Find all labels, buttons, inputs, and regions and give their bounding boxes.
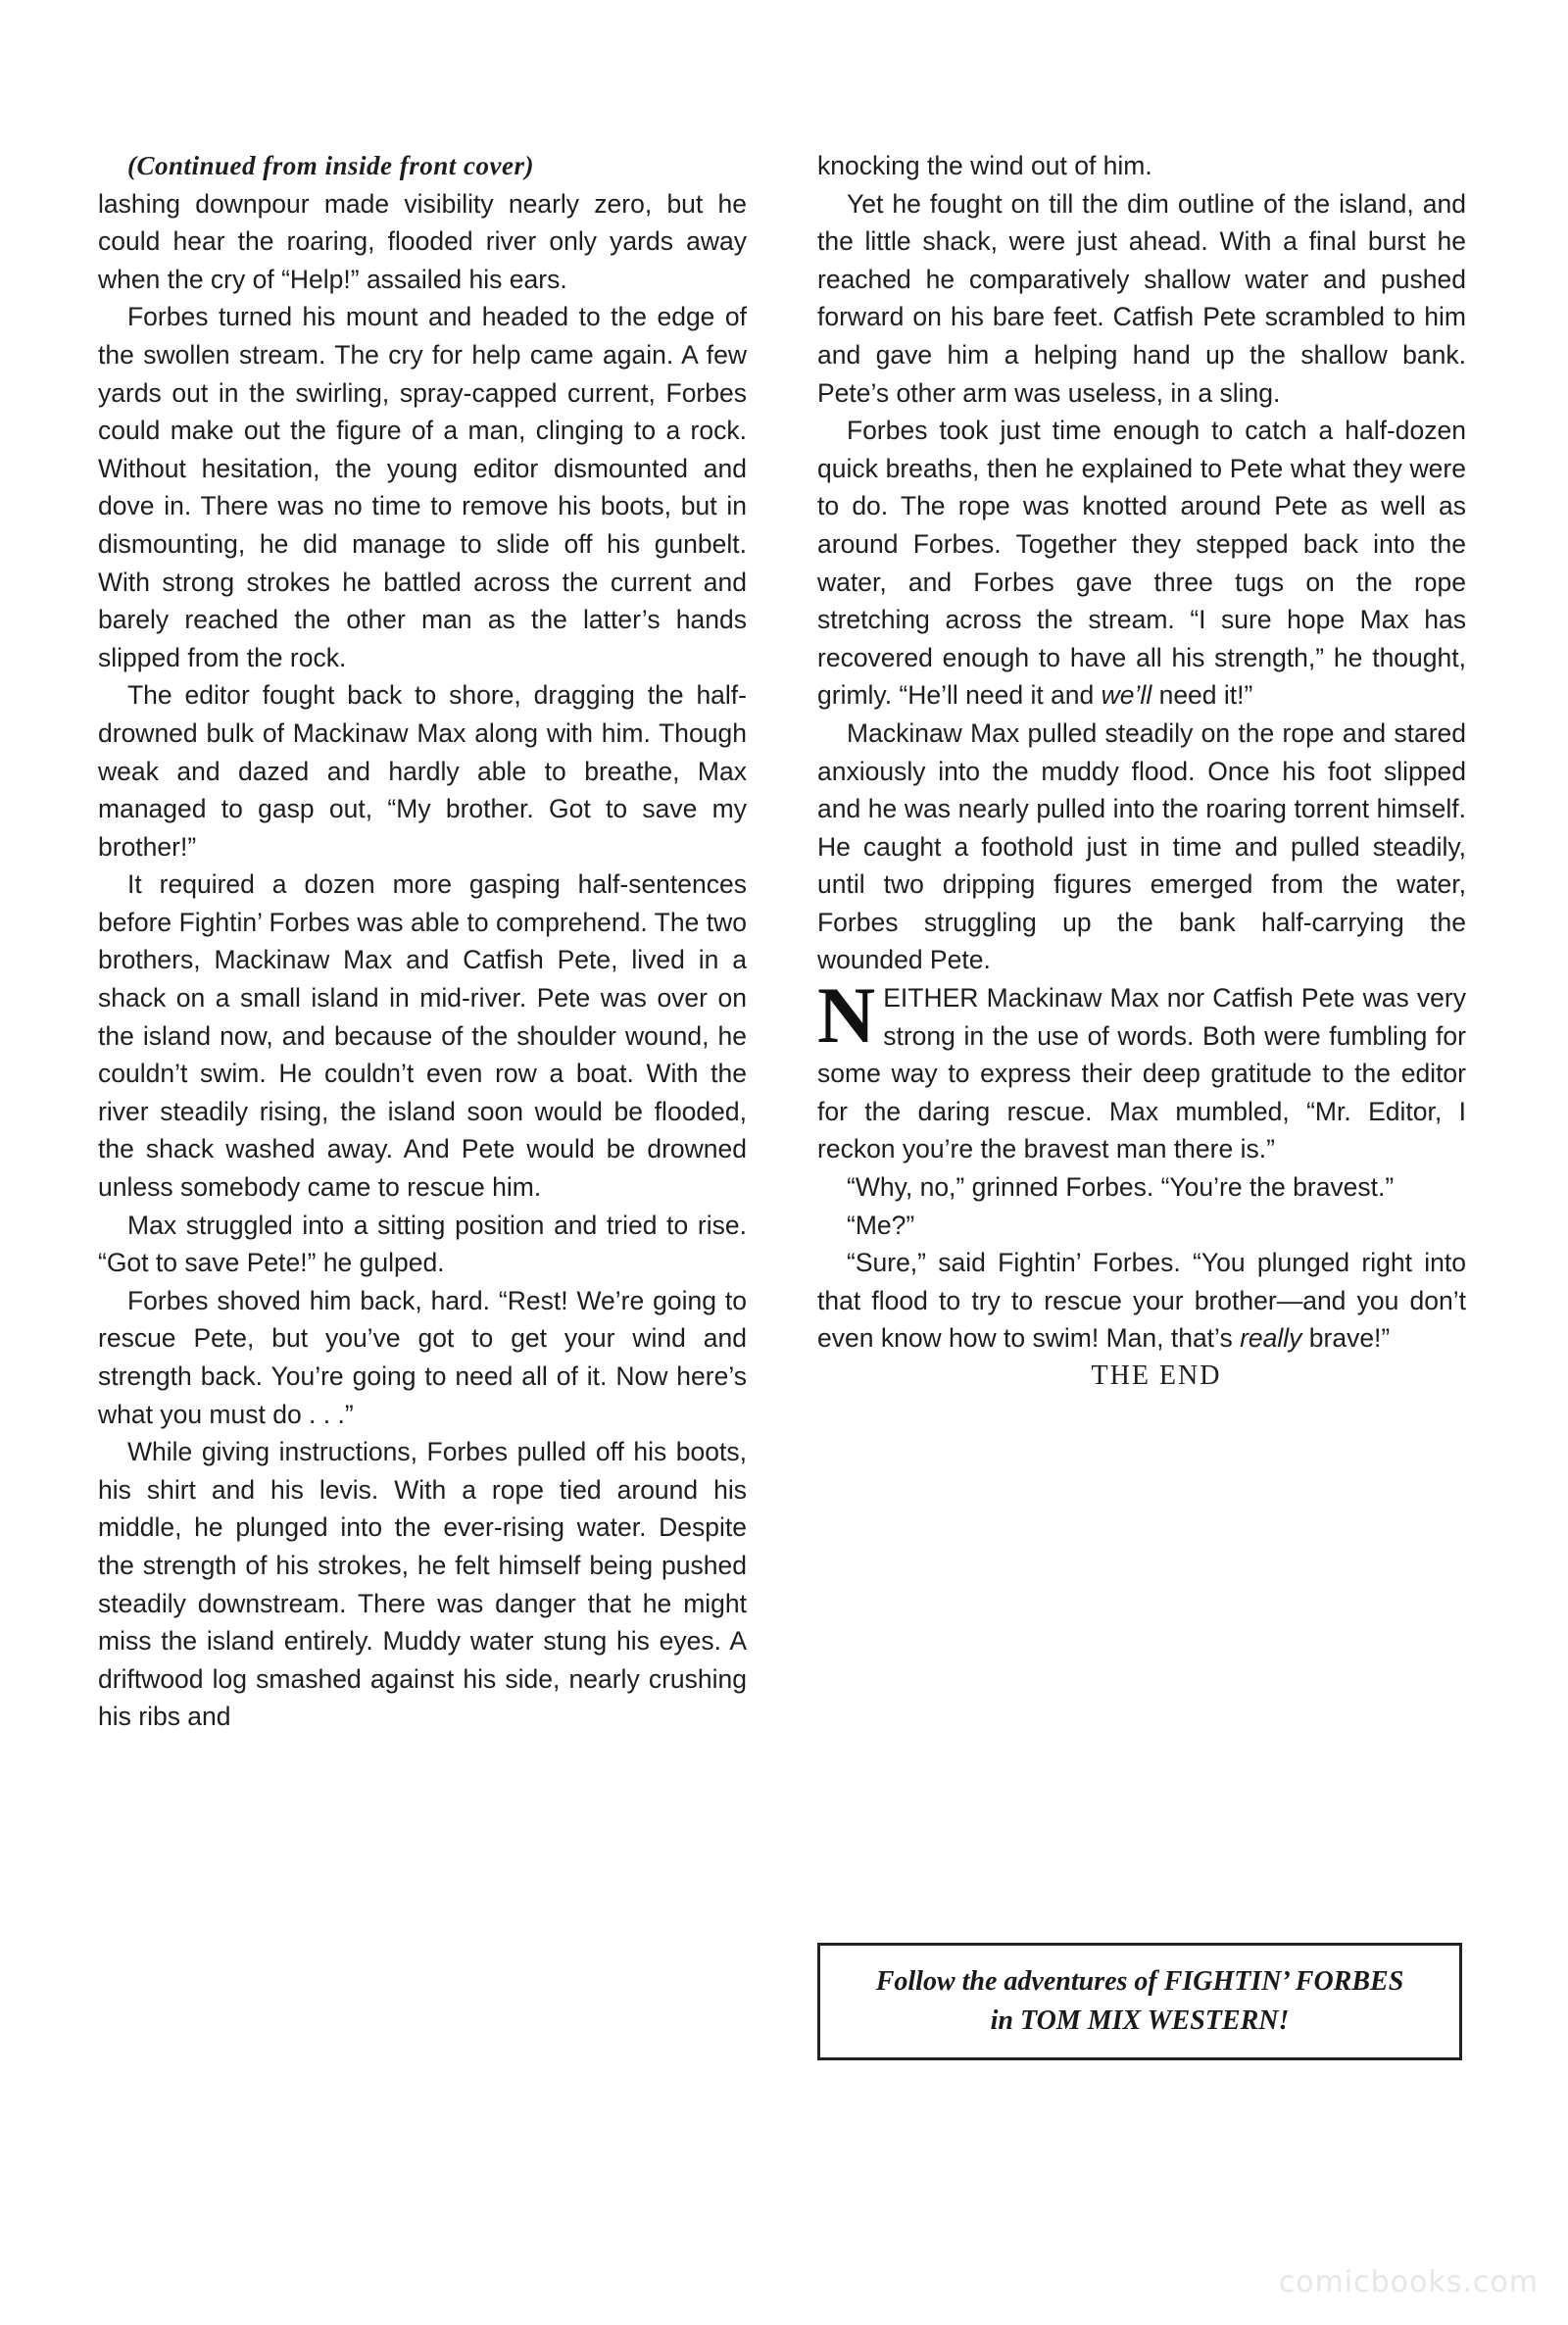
paragraph: Yet he fought on till the dim outline of the island, and the little shack, were just ahead. With a final burst he reached he comparatively shallow water and pushed forward on his bare feet. Catfish Pete scrambled to him and gave him a helping hand up the shallow bank. Pete’s other arm was useless, in a sling.	[817, 188, 1466, 408]
paragraph-text: “Sure,” said Fightin’ Forbes. “You plunged right into that flood to try to rescue your brother—and you don’t even know how to swim! Man, that’s	[817, 1248, 1466, 1354]
paragraph: Mackinaw Max pulled steadily on the rope and stared anxiously into the muddy flood. Once his foot slipped and he was nearly pulled into the roaring torrent himself. He caught a foothold just in time and pulled steadily, until two dripping figures emerged from the water, Forbes struggling up the bank half-carrying the wounded Pete.	[817, 717, 1466, 975]
paragraph: Forbes turned his mount and headed to the edge of the swollen stream. The cry for help came again. A few yards out in the swirling, spray-capped current, Forbes could make out the figure of a man, clinging to a rock. Without hesitation, the young editor dismounted and dove in. There was no time to remove his boots, but in dismounting, he did manage to slide off his gunbelt. With strong strokes he battled across the current and barely reached the other man as the latter’s hands slipped from the rock.	[98, 302, 747, 672]
paragraph: While giving instructions, Forbes pulled off his boots, his shirt and his levis. With a rope tied around his middle, he plunged into the ever-rising water. Despite the strength of his strokes, he felt himself being pushed steadily downstream. There was danger that he might miss the island entirely. Muddy water stung his eyes. A driftwood log smashed against his side, nearly crushing his ribs and	[98, 1437, 747, 1732]
emphasis: we’ll	[1101, 680, 1152, 711]
paragraph: “Why, no,” grinned Forbes. “You’re the bravest.”	[847, 1172, 1395, 1203]
paragraph: Forbes shoved him back, hard. “Rest! We’re going to rescue Pete, but you’ve got to get your wind and strength back. You’re going to need all of it. Now here’s what you must do . . .”	[98, 1285, 747, 1429]
promo-line: in TOM MIX WESTERN!	[990, 2005, 1290, 2036]
watermark: comicbooks.com	[1278, 2265, 1539, 2300]
drop-cap: N	[817, 970, 876, 1061]
paragraph: lashing downpour made visibility nearly zero, but he could hear the roaring, flooded river only yards away when the cry of “Help!” assailed his ears.	[98, 188, 747, 294]
promo-line: Follow the adventures of FIGHTIN’ FORBES	[875, 1966, 1404, 1997]
paragraph-text: need it!”	[1152, 680, 1253, 711]
paragraph-text: Forbes took just time enough to catch a half-dozen quick breaths, then he explained to Pete what they were to do. The rope was knotted around Pete as well as around Forbes. Together they stepped back into the water, and Forbes gave three tugs on the rope stretching across the stream. “I sure hope Max has recovered enough to have all his strength,” he thought, grimly. “He’ll need it and	[817, 416, 1466, 711]
paragraph: knocking the wind out of him.	[817, 151, 1152, 180]
right-column	[817, 147, 1466, 1396]
paragraph	[817, 412, 1466, 715]
dropcap-paragraph	[817, 970, 1466, 1168]
continued-note: (Continued from inside front cover)	[127, 151, 535, 180]
emphasis: really	[1240, 1323, 1302, 1354]
paragraph: “Me?”	[847, 1210, 915, 1240]
left-column	[98, 147, 747, 1736]
promo-box	[817, 1943, 1462, 2060]
paragraph-text: brave!”	[1301, 1323, 1391, 1354]
paragraph: The editor fought back to shore, dragging the half-drowned bulk of Mackinaw Max along with him. Though weak and dazed and hardly able to breathe, Max managed to gasp out, “My brother. Got to save my brother!”	[98, 680, 747, 862]
paragraph	[817, 1244, 1466, 1358]
paragraph: Max struggled into a sitting position and tried to rise. “Got to save Pete!” he gulped.	[98, 1210, 747, 1278]
paragraph: It required a dozen more gasping half-sentences before Fightin’ Forbes was able to comprehend. The two brothers, Mackinaw Max and Catfish Pete, lived in a shack on a small island in mid-river. Pete was over on the island now, and because of the shoulder wound, he couldn’t swim. He couldn’t even row a boat. With the river steadily rising, the island soon would be flooded, the shack washed away. And Pete would be drowned unless somebody came to rescue him.	[98, 869, 747, 1203]
paragraph-text: EITHER Mackinaw Max nor Catfish Pete was very strong in the use of words. Both were fumbling for some way to express their deep gratitude to the editor for the daring rescue. Max mumbled, “Mr. Editor, I reckon you’re the bravest man there is.”	[817, 983, 1466, 1164]
the-end: THE END	[1091, 1360, 1222, 1391]
